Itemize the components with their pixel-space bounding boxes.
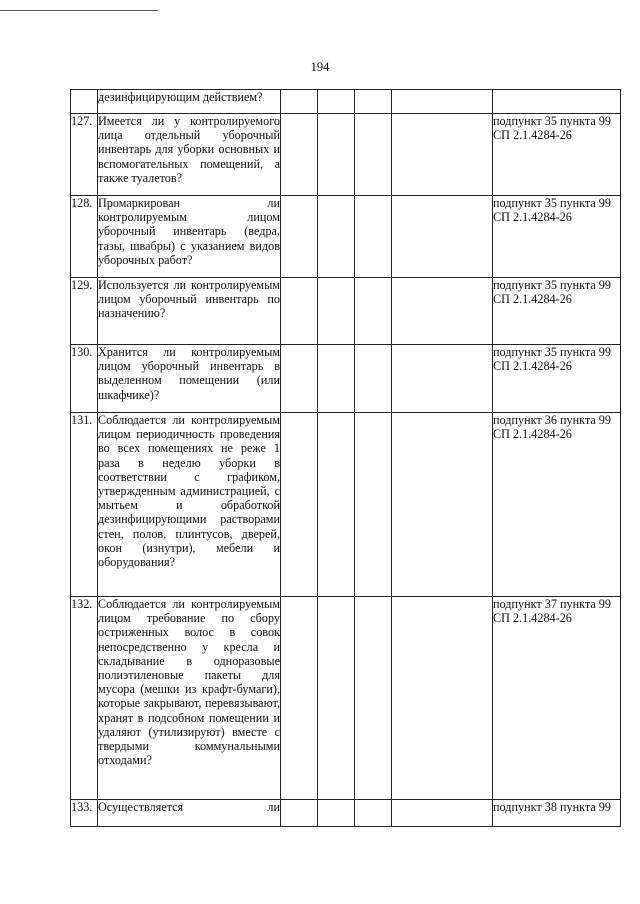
- answer-cell-yes[interactable]: [281, 597, 318, 800]
- note-cell[interactable]: [392, 345, 493, 413]
- legal-reference: подпункт 35 пункта 99 СП 2.1.4284-26: [493, 278, 621, 345]
- answer-cell-na[interactable]: [355, 800, 392, 827]
- row-number: [71, 90, 98, 114]
- answer-cell-no[interactable]: [318, 90, 355, 114]
- answer-cell-na[interactable]: [355, 278, 392, 345]
- answer-cell-yes[interactable]: [281, 345, 318, 413]
- legal-reference: подпункт 36 пункта 99 СП 2.1.4284-26: [493, 413, 621, 597]
- answer-cell-no[interactable]: [318, 278, 355, 345]
- answer-cell-na[interactable]: [355, 114, 392, 196]
- top-rule: [0, 10, 158, 11]
- answer-cell-no[interactable]: [318, 800, 355, 827]
- requirement-text: Используется ли контролируемым лицом уборочный инвентарь по назначению?: [98, 278, 281, 345]
- row-number: 129.: [71, 278, 98, 345]
- row-number: 130.: [71, 345, 98, 413]
- table-row: [71, 196, 621, 278]
- legal-reference: [493, 90, 621, 114]
- note-cell[interactable]: [392, 597, 493, 800]
- note-cell[interactable]: [392, 90, 493, 114]
- answer-cell-na[interactable]: [355, 597, 392, 800]
- answer-cell-na[interactable]: [355, 413, 392, 597]
- answer-cell-no[interactable]: [318, 413, 355, 597]
- requirement-text: Осуществляется ли: [98, 800, 281, 827]
- legal-reference: подпункт 35 пункта 99 СП 2.1.4284-26: [493, 196, 621, 278]
- requirement-text: дезинфицирующим действием?: [98, 90, 281, 114]
- answer-cell-yes[interactable]: [281, 278, 318, 345]
- legal-reference: подпункт 37 пункта 99 СП 2.1.4284-26: [493, 597, 621, 800]
- answer-cell-yes[interactable]: [281, 800, 318, 827]
- answer-cell-no[interactable]: [318, 114, 355, 196]
- table-row: [71, 278, 621, 345]
- page-number: 194: [310, 60, 330, 74]
- answer-cell-na[interactable]: [355, 345, 392, 413]
- answer-cell-no[interactable]: [318, 597, 355, 800]
- legal-reference: подпункт 38 пункта 99: [493, 800, 621, 827]
- row-number: 127.: [71, 114, 98, 196]
- table-row: [71, 114, 621, 196]
- answer-cell-na[interactable]: [355, 196, 392, 278]
- answer-cell-yes[interactable]: [281, 196, 318, 278]
- table-row: [71, 90, 621, 114]
- checklist-table: [70, 89, 621, 827]
- requirement-text: Хранится ли контролируемым лицом уборочный инвентарь в выделенном помещении (или шкафчике)?: [98, 345, 281, 413]
- note-cell[interactable]: [392, 278, 493, 345]
- note-cell[interactable]: [392, 114, 493, 196]
- requirement-text: Соблюдается ли контролируемым лицом периодичность проведения во всех помещениях не реже 1 раза в неделю уборки в соответствии с графиком, утвержденным администрацией, с мытьем и обработкой дезинфицирующими растворами стен, полов, плинтусов, дверей, окон (изнутри), мебели и оборудования?: [98, 413, 281, 597]
- note-cell[interactable]: [392, 196, 493, 278]
- answer-cell-na[interactable]: [355, 90, 392, 114]
- legal-reference: подпункт 35 пункта 99 СП 2.1.4284-26: [493, 114, 621, 196]
- table-row: [71, 800, 621, 827]
- table-row: [71, 345, 621, 413]
- requirement-text: Имеется ли у контролируемого лица отдельный уборочный инвентарь для уборки основных и вспомогательных помещений, а также туалетов?: [98, 114, 281, 196]
- legal-reference: подпункт 35 пункта 99 СП 2.1.4284-26: [493, 345, 621, 413]
- row-number: 132.: [71, 597, 98, 800]
- answer-cell-no[interactable]: [318, 196, 355, 278]
- table-row: [71, 413, 621, 597]
- note-cell[interactable]: [392, 413, 493, 597]
- row-number: 133.: [71, 800, 98, 827]
- requirement-text: Соблюдается ли контролируемым лицом требование по сбору остриженных волос в совок непосредственно у кресла и складывание в одноразовые полиэтиленовые пакеты для мусора (мешки из крафт-бумаги), которые закрывают, перевязывают, хранят в подсобном помещении и удаляют (утилизируют) вместе с твердыми коммунальными отходами?: [98, 597, 281, 800]
- row-number: 128.: [71, 196, 98, 278]
- note-cell[interactable]: [392, 800, 493, 827]
- answer-cell-yes[interactable]: [281, 90, 318, 114]
- row-number: 131.: [71, 413, 98, 597]
- table-row: [71, 597, 621, 800]
- answer-cell-no[interactable]: [318, 345, 355, 413]
- answer-cell-yes[interactable]: [281, 413, 318, 597]
- answer-cell-yes[interactable]: [281, 114, 318, 196]
- requirement-text: Промаркирован ли контролируемым лицом уборочный инвентарь (ведра, тазы, швабры) с указанием видов уборочных работ?: [98, 196, 281, 278]
